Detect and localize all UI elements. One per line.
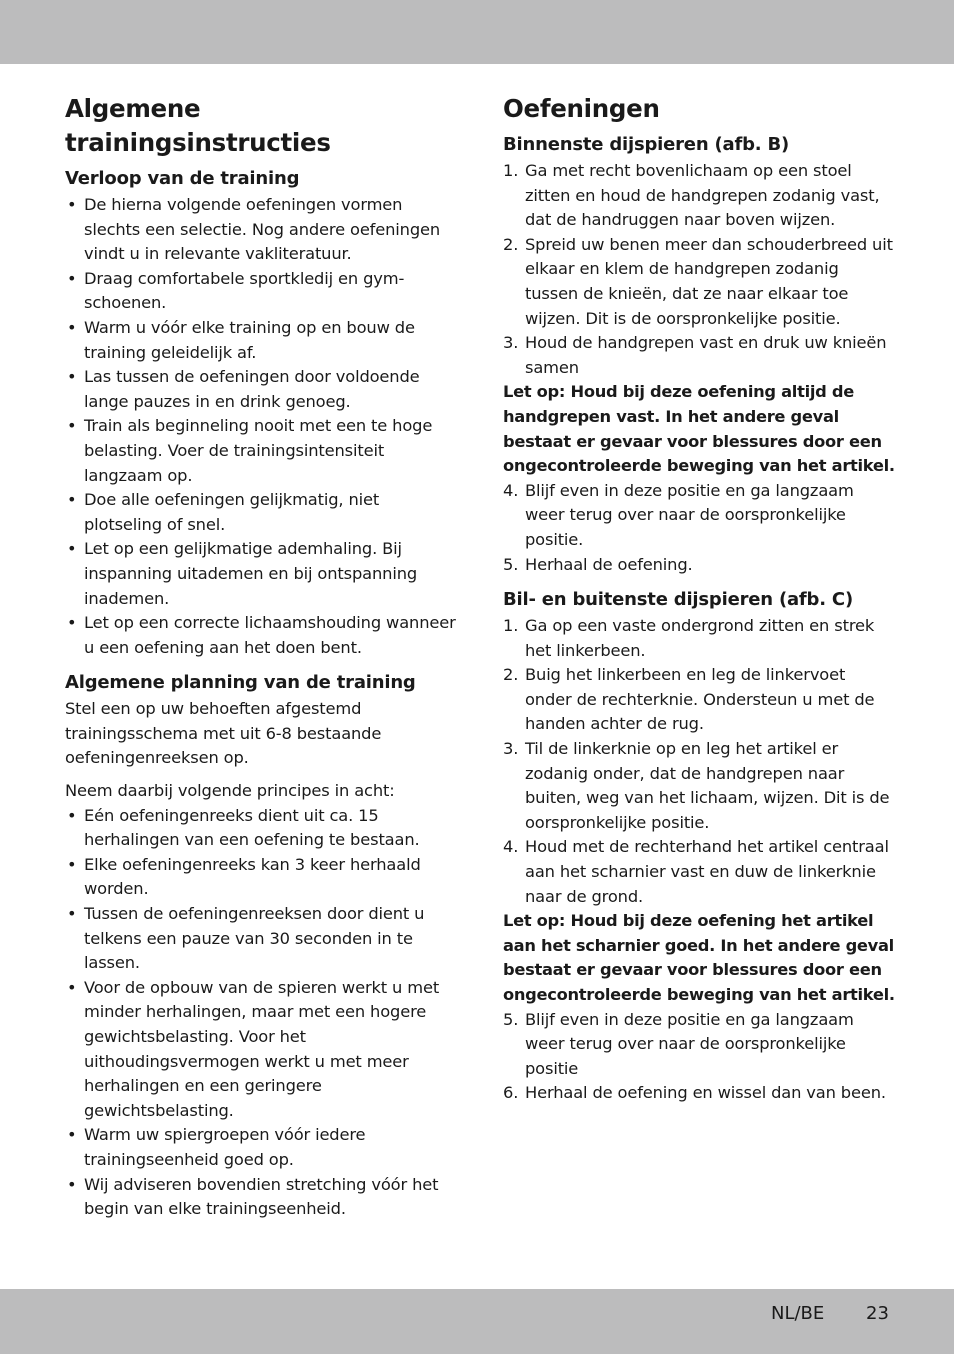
numbered-list [503,1008,895,1106]
item-text: Ga met recht bovenlichaam op een stoel zitten en houd de handgrepen zodanig vast, dat de handruggen naar boven wijzen. [525,161,880,230]
item-text: Til de linkerknie op en leg het artikel er zodanig onder, dat de handgrepen naar buiten, weg van het lichaam, wijzen. Dit is de oorspronkelijke positie. [525,739,890,832]
bullet-item [65,365,457,414]
exercise-heading: Binnenste dijspieren (afb. B) [503,134,790,155]
subsection-heading: Algemene planning van de training [65,672,416,694]
item-text: Voor de opbouw van de spieren werkt u met minder herhalingen, maar met een hogere gewichtsbelasting. Voor het uithoudingsvermogen werkt u met meer herhalingen en een geringere gewichtsbelasting. [84,977,440,1120]
right-column [503,92,895,1106]
item-text: Houd de handgrepen vast en druk uw knieën samen [525,333,887,377]
item-text: Warm u vóór elke training op en bouw de training geleidelijk af. [84,317,415,362]
warning-text: Let op: Houd bij deze oefening altijd de handgrepen vast. In het andere geval bestaat er gevaar voor blessures door een ongecontroleerde beweging van het artikel. [503,382,895,476]
numbered-item [503,835,895,909]
step-number: 1. [503,161,519,180]
section-title: Algemene trainingsinstructies [65,94,331,157]
bullet-icon: • [67,539,77,559]
item-text: Spreid uw benen meer dan schouderbreed uit elkaar en klem de handgrepen zodanig tussen de knieën, dat ze naar elkaar toe wijzen. Dit is de oorspronkelijke positie. [525,234,893,328]
bullet-icon: • [67,904,77,924]
warning-text: Let op: Houd bij deze oefening het artikel aan het scharnier goed. In het andere geval bestaat er gevaar voor blessures door een ongecontroleerde beweging van het artikel. [503,911,895,1004]
bullet-list [65,804,457,1222]
bullet-item [65,1123,457,1172]
step-number: 4. [503,837,519,857]
item-text: Train als beginneling nooit met een te hoge belasting. Voer de trainingsintensiteit langzaam op. [84,416,433,485]
bullet-item [65,488,457,537]
bullet-icon: • [67,416,77,436]
bullet-icon: • [67,977,77,997]
item-text: Wij adviseren bovendien stretching vóór het begin van elke trainingseenheid. [84,1174,439,1219]
page-number: 23 [866,1303,889,1324]
item-text: Blijf even in deze positie en ga langzaam weer terug over naar de oorspronkelijke positie [525,1009,854,1078]
header-band [0,0,954,64]
bullet-item [65,902,457,976]
bullet-icon: • [67,268,77,288]
locale-label: NL/BE [771,1303,825,1324]
item-text: Warm uw spiergroepen vóór iedere trainingseenheid goed op. [84,1125,366,1169]
subsection-heading: Verloop van de training [65,168,300,189]
numbered-list [503,159,895,380]
step-number: 3. [503,739,519,759]
item-text: Eén oefeningenreeks dient uit ca. 15 herhalingen van een oefening te bestaan. [84,805,420,850]
item-text: Let op een correcte lichaamshouding wanneer u een oefening aan het doen bent. [84,613,456,657]
step-number: 1. [503,616,519,636]
numbered-list [503,614,895,909]
step-number: 4. [503,480,519,500]
item-text: De hierna volgende oefeningen vormen slechts een selectie. Nog andere oefeningen vindt u in relevante vakliteratuur. [84,195,441,264]
item-text: Herhaal de oefening. [525,554,693,574]
item-text: Las tussen de oefeningen door voldoende lange pauzes in en drink genoeg. [84,367,420,411]
bullet-item [65,267,457,316]
item-text: Let op een gelijkmatige ademhaling. Bij inspanning uitademen en bij ontspanning inademen. [84,539,418,608]
numbered-item [503,1081,895,1106]
numbered-item [503,553,895,578]
bullet-icon: • [67,1174,77,1194]
step-number: 5. [503,1009,519,1029]
step-number: 3. [503,333,519,353]
item-text: Ga op een vaste ondergrond zitten en strek het linkerbeen. [525,616,875,660]
item-text: Tussen de oefeningenreeksen door dient u telkens een pauze van 30 seconden in te lassen. [84,904,425,973]
item-text: Houd met de rechterhand het artikel centraal aan het scharnier vast en duw de linkerknie naar de grond. [525,837,889,906]
bullet-item [65,316,457,365]
numbered-item [503,737,895,835]
bullet-list [65,193,457,660]
bullet-icon: • [67,1125,77,1145]
paragraph: Stel een op uw behoeften afgestemd trainingsschema met uit 6-8 bestaande oefeningenreeksen op. [65,699,382,768]
bullet-item [65,193,457,267]
numbered-item [503,663,895,737]
numbered-item [503,1008,895,1082]
item-text: Buig het linkerbeen en leg de linkervoet onder de rechterknie. Ondersteun u met de handen achter de rug. [525,665,875,734]
numbered-item [503,479,895,553]
item-text: Blijf even in deze positie en ga langzaam weer terug over naar de oorspronkelijke positie. [525,480,854,549]
bullet-icon: • [67,805,77,825]
bullet-item [65,1173,457,1222]
bullet-item [65,976,457,1124]
numbered-list [503,479,895,577]
numbered-item [503,233,895,331]
numbered-item [503,614,895,663]
bullet-item [65,853,457,902]
bullet-icon: • [67,854,77,874]
exercise-heading: Bil- en buitenste dijspieren (afb. C) [503,589,853,611]
item-text: Herhaal de oefening en wissel dan van been. [525,1083,886,1103]
bullet-item [65,537,457,611]
bullet-icon: • [67,367,77,387]
numbered-item [503,159,895,233]
paragraph: Neem daarbij volgende principes in acht: [65,781,395,801]
bullet-icon: • [67,195,77,214]
item-text: Doe alle oefeningen gelijkmatig, niet plotseling of snel. [84,490,380,534]
bullet-icon: • [67,490,77,510]
left-column [65,92,457,1222]
step-number: 2. [503,234,519,254]
step-number: 2. [503,665,519,685]
bullet-icon: • [67,317,77,337]
section-title: Oefeningen [503,94,660,123]
bullet-item [65,611,457,660]
bullet-icon: • [67,613,77,633]
item-text: Elke oefeningenreeks kan 3 keer herhaald worden. [84,854,421,899]
bullet-item [65,414,457,488]
bullet-item [65,804,457,853]
numbered-item [503,331,895,380]
step-number: 6. [503,1083,519,1103]
item-text: Draag comfortabele sportkledij en gym-schoenen. [84,268,405,313]
step-number: 5. [503,554,519,574]
